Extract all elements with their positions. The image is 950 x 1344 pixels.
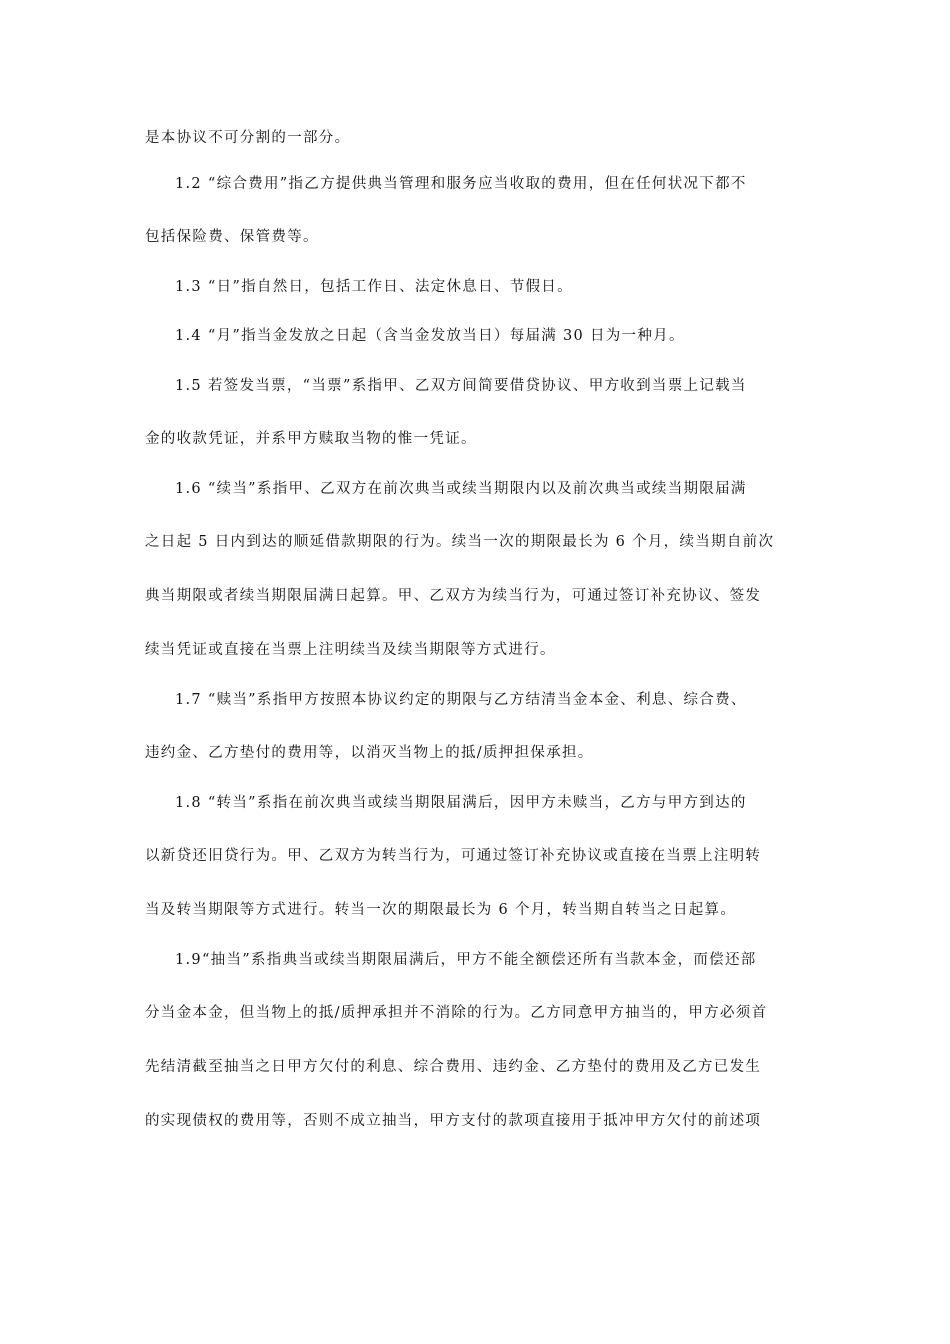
clause-1-4-line: 1.4 “月”指当金发放之日起（含当金发放当日）每届满 30 日为一种月。 bbox=[175, 328, 685, 344]
text-line: 以新贷还旧贷行为。甲、乙双方为转当行为，可通过签订补充协议或直接在当票上注明转 bbox=[145, 848, 762, 864]
text-line: 典当期限或者续当期限届满日起算。甲、乙双方为续当行为，可通过签订补充协议、签发 bbox=[145, 588, 762, 604]
text-line: 违约金、乙方垫付的费用等，以消灭当物上的抵/质押担保承担。 bbox=[145, 745, 594, 761]
text-line: 之日起 5 日内到达的顺延借款期限的行为。续当一次的期限最长为 6 个月，续当期自前次 bbox=[145, 534, 775, 550]
text-line: 金的收款凭证，并系甲方赎取当物的惟一凭证。 bbox=[145, 431, 477, 447]
clause-1-6-line: 1.6 “续当”系指甲、乙双方在前次典当或续当期限内以及前次典当或续当期限届满 bbox=[175, 481, 747, 497]
text-line: 当及转当期限等方式进行。转当一次的期限最长为 6 个月，转当期自转当之日起算。 bbox=[145, 902, 737, 918]
clause-1-3-line: 1.3 “日”指自然日，包括工作日、法定休息日、节假日。 bbox=[175, 279, 573, 295]
clause-1-8-line: 1.8 “转当”系指在前次典当或续当期限届满后，因甲方未赎当，乙方与甲方到达的 bbox=[175, 795, 747, 811]
text-line: 是本协议不可分割的一部分。 bbox=[145, 130, 351, 146]
text-line: 分当金本金，但当物上的抵/质押承担并不消除的行为。乙方同意甲方抽当的，甲方必须首 bbox=[145, 1005, 768, 1021]
clause-1-2-line: 1.2 “综合费用”指乙方提供典当管理和服务应当收取的费用，但在任何状况下都不 bbox=[175, 176, 747, 192]
text-line: 续当凭证或直接在当票上注明续当及续当期限等方式进行。 bbox=[145, 642, 556, 658]
clause-1-5-line: 1.5 若签发当票，“当票”系指甲、乙双方间简要借贷协议、甲方收到当票上记载当 bbox=[175, 378, 747, 394]
clause-1-9-line: 1.9“抽当”系指典当或续当期限届满后，甲方不能全额偿还所有当款本金，而偿还部 bbox=[175, 952, 757, 968]
clause-1-7-line: 1.7 “赎当”系指甲方按照本协议约定的期限与乙方结清当金本金、利息、综合费、 bbox=[175, 692, 747, 708]
text-line: 包括保险费、保管费等。 bbox=[145, 229, 319, 245]
text-line: 的实现债权的费用等，否则不成立抽当，甲方支付的款项直接用于抵冲甲方欠付的前述项 bbox=[145, 1113, 762, 1129]
text-line: 先结清截至抽当之日甲方欠付的利息、综合费用、违约金、乙方垫付的费用及乙方已发生 bbox=[145, 1059, 762, 1075]
